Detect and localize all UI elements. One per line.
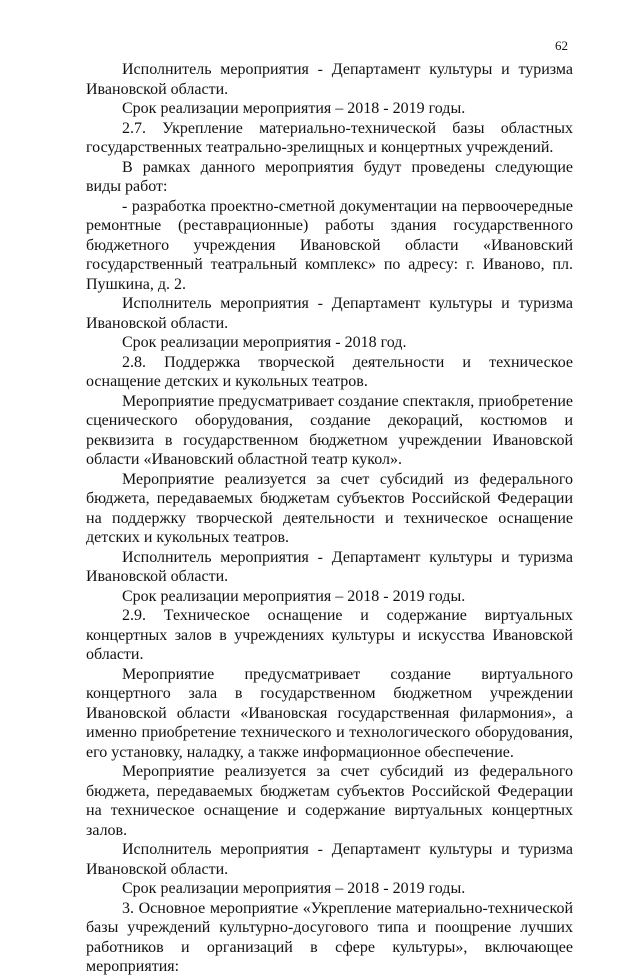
paragraph-event-description: Мероприятие предусматривает создание виртуального концертного зала в государственном бюджетном учреждении Ивановской области «Ивановская государственная филармония», а именно приобретение технического и технологического оборудования, его установку, наладку, а также информационное обеспечение. — [86, 665, 573, 761]
paragraph-term: Срок реализации мероприятия – 2018 - 2019 годы. — [122, 587, 466, 605]
paragraph-section-2-9-heading: 2.9. Техническое оснащение и содержание виртуальных концертных залов в учреждениях культуры и искусства Ивановской области. — [86, 607, 573, 663]
paragraph-term: Срок реализации мероприятия - 2018 год. — [122, 334, 407, 351]
paragraph-executor: Исполнитель мероприятия - Департамент культуры и туризма Ивановской области. — [86, 841, 573, 878]
paragraph-work-item: - разработка проектно-сметной документации на первоочередные ремонтные (реставрационные) работы здания государственного бюджетного учреждения Ивановской области «Ивановский государственный театральный комплекс» по адресу: г. Иваново, пл. Пушкина, д. 2. — [86, 197, 573, 293]
paragraph-term: Срок реализации мероприятия – 2018 - 2019 годы. — [122, 100, 466, 117]
paragraph-executor: Исполнитель мероприятия - Департамент культуры и туризма Ивановской области. — [86, 295, 573, 332]
paragraph-work-types-intro: В рамках данного мероприятия будут проведены следующие виды работ: — [86, 158, 573, 195]
page-number: 62 — [555, 38, 568, 53]
paragraph-section-2-7-heading: 2.7. Укрепление материально-технической базы областных государственных театрально-зрелищных и концертных учреждений. — [86, 119, 573, 156]
paragraph-funding: Мероприятие реализуется за счет субсидий из федерального бюджета, передаваемых бюджетам субъектов Российской Федерации на поддержку творческой деятельности и техническое оснащение детских и кукольных театров. — [86, 470, 573, 546]
paragraph-funding: Мероприятие реализуется за счет субсидий из федерального бюджета, передаваемых бюджетам субъектов Российской Федерации на техническое оснащение и содержание виртуальных концертных залов. — [86, 763, 573, 839]
paragraph-section-2-8-heading: 2.8. Поддержка творческой деятельности и техническое оснащение детских и кукольных театров. — [86, 353, 573, 390]
document-body — [86, 60, 573, 977]
paragraph-term: Срок реализации мероприятия – 2018 - 2019 годы. — [122, 880, 466, 897]
paragraph-section-3-heading: 3. Основное мероприятие «Укрепление материально-технической базы учреждений культурно-досугового типа и поощрение лучших работников и организаций в сфере культуры», включающее мероприятия: — [86, 899, 573, 975]
paragraph-event-description: Мероприятие предусматривает создание спектакля, приобретение сценического оборудования, создание декораций, костюмов и реквизита в государственном бюджетном учреждении Ивановской области «Ивановский областной театр кукол». — [86, 392, 573, 468]
paragraph-executor: Исполнитель мероприятия - Департамент культуры и туризма Ивановской области. — [86, 61, 573, 98]
paragraph-executor: Исполнитель мероприятия - Департамент культуры и туризма Ивановской области. — [86, 548, 573, 585]
